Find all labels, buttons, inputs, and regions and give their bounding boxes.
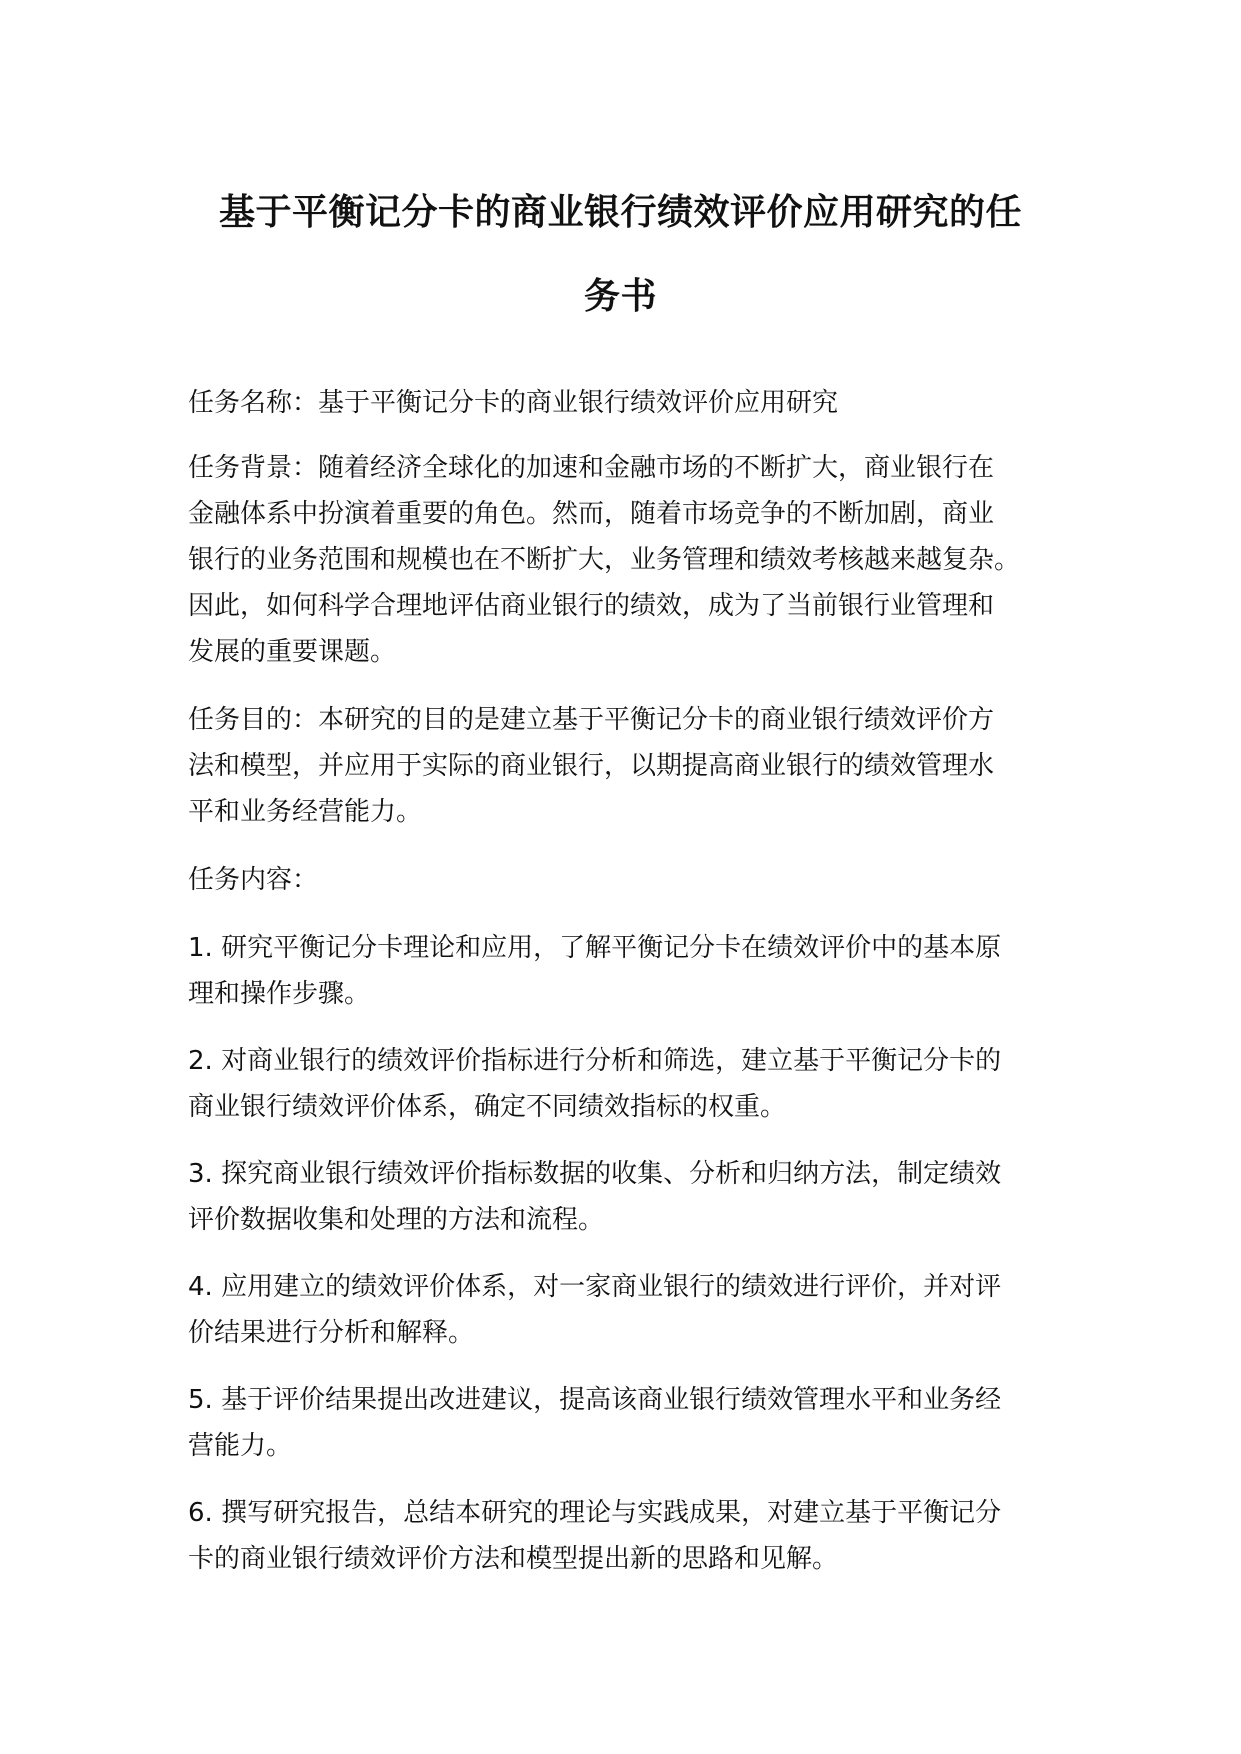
task-purpose-paragraph	[188, 697, 1088, 835]
list-item-5	[188, 1377, 1088, 1469]
text-line: 5. 基于评价结果提出改进建议，提高该商业银行绩效管理水平和业务经	[188, 1385, 1002, 1415]
list-item-2	[188, 1038, 1088, 1130]
text-line: 银行的业务范围和规模也在不断扩大，业务管理和绩效考核越来越复杂。	[188, 545, 1021, 575]
text-line: 理和操作步骤。	[188, 979, 371, 1009]
text-line: 发展的重要课题。	[188, 637, 397, 667]
text-line: 金融体系中扮演着重要的角色。然而，随着市场竞争的不断加剧，商业	[188, 499, 995, 529]
text-line: 因此，如何科学合理地评估商业银行的绩效，成为了当前银行业管理和	[188, 591, 995, 621]
text-line: 1. 研究平衡记分卡理论和应用，了解平衡记分卡在绩效评价中的基本原	[188, 933, 1002, 963]
text-line: 4. 应用建立的绩效评价体系，对一家商业银行的绩效进行评价，并对评	[188, 1272, 1002, 1302]
list-item-3	[188, 1151, 1088, 1243]
text-line: 任务背景：随着经济全球化的加速和金融市场的不断扩大，商业银行在	[188, 453, 995, 483]
task-content-heading	[188, 857, 1088, 903]
list-item-1	[188, 925, 1088, 1017]
task-name-paragraph	[188, 380, 1088, 426]
text-line: 2. 对商业银行的绩效评价指标进行分析和筛选，建立基于平衡记分卡的	[188, 1046, 1002, 1076]
document-title-line-1: 基于平衡记分卡的商业银行绩效评价应用研究的任	[218, 192, 1022, 233]
text-line: 3. 探究商业银行绩效评价指标数据的收集、分析和归纳方法，制定绩效	[188, 1159, 1002, 1189]
text-line: 法和模型，并应用于实际的商业银行，以期提高商业银行的绩效管理水	[188, 751, 995, 781]
list-item-6	[188, 1490, 1088, 1582]
text-line: 6. 撰写研究报告，总结本研究的理论与实践成果，对建立基于平衡记分	[188, 1498, 1002, 1528]
text-line: 商业银行绩效评价体系，确定不同绩效指标的权重。	[188, 1092, 787, 1122]
task-background-paragraph	[188, 445, 1088, 675]
text-line: 任务目的：本研究的目的是建立基于平衡记分卡的商业银行绩效评价方	[188, 705, 995, 735]
text-line: 卡的商业银行绩效评价方法和模型提出新的思路和见解。	[188, 1544, 839, 1574]
document-title-line-2: 务书	[583, 276, 657, 317]
text-line: 任务内容：	[188, 865, 319, 895]
text-line: 任务名称：基于平衡记分卡的商业银行绩效评价应用研究	[188, 388, 839, 418]
text-line: 评价数据收集和处理的方法和流程。	[188, 1205, 605, 1235]
text-line: 营能力。	[188, 1431, 293, 1461]
list-item-4	[188, 1264, 1088, 1356]
text-line: 平和业务经营能力。	[188, 797, 423, 827]
text-line: 价结果进行分析和解释。	[188, 1318, 475, 1348]
